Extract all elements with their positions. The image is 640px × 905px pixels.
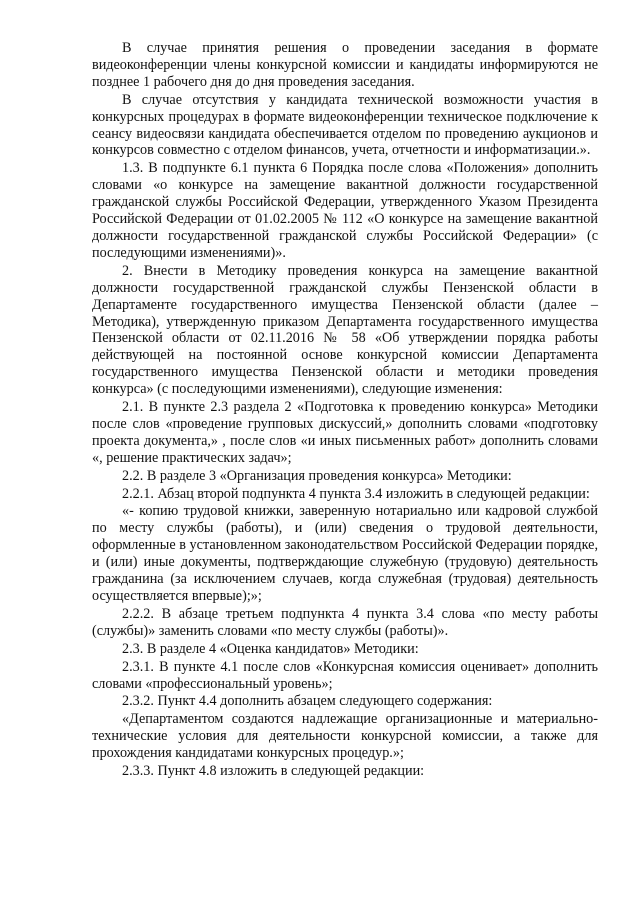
paragraph-14: 2.3.3. Пункт 4.8 изложить в следующей редакции: <box>122 763 425 780</box>
paragraph-7: 2.2.1. Абзац второй подпункта 4 пункта 3.4 изложить в следующей редакции: <box>122 485 590 502</box>
paragraph-1: В случае принятия решения о проведении заседания в формате видеоконференции члены конкурсной комиссии и кандидаты информируются не позднее 1 рабочего дня до дня проведения заседания. <box>92 40 598 90</box>
paragraph-11: 2.3.1. В пункте 4.1 после слов «Конкурсная комиссия оценивает» дополнить словами «профессиональный уровень»; <box>92 658 598 692</box>
paragraph-9: 2.2.2. В абзаце третьем подпункта 4 пункта 3.4 слова «по месту работы (службы)» заменить словами «по месту службы (работы)». <box>92 605 598 639</box>
paragraph-4: 2. Внести в Методику проведения конкурса на замещение вакантной должности государственной гражданской службы Пензенской области в Департаменте государственного имущества Пензенской области (далее – Методика), утвержденную приказом Департамента государственного имущества Пензенской области от 02.11.2016 № 58 «Об утверждении порядка работы действующей на постоянной основе конкурсной комиссии Департамента государственного имущества Пензенской области и методики проведения конкурса» (с последующими изменениями), следующие изменения: <box>92 262 598 398</box>
paragraph-8: «- копию трудовой книжки, заверенную нотариально или кадровой службой по месту службы (работы), и (или) сведения о трудовой деятельности, оформленные в установленном законодательством Российской Федерации порядке, и (или) иные документы, подтверждающие служебную (трудовую) деятельность гражданина (за исключением случаев, когда служебная (трудовая) деятельность осуществляется впервые);»; <box>92 503 598 604</box>
document-page <box>92 40 598 780</box>
paragraph-6: 2.2. В разделе 3 «Организация проведения конкурса» Методики: <box>122 467 512 484</box>
paragraph-3: 1.3. В подпункте 6.1 пункта 6 Порядка после слова «Положения» дополнить словами «о конкурсе на замещение вакантной должности государственной гражданской службы Российской Федерации, утвержденного Указом Президента Российской Федерации от 01.02.2005 № 112 «О конкурсе на замещение вакантной должности государственной гражданской службы Российской Федерации» (с последующими изменениями)». <box>92 160 598 261</box>
paragraph-10: 2.3. В разделе 4 «Оценка кандидатов» Методики: <box>122 640 419 657</box>
paragraph-13: «Департаментом создаются надлежащие организационные и материально-технические условия для деятельности конкурсной комиссии, а также для прохождения кандидатами конкурсных процедур.»; <box>92 711 598 762</box>
paragraph-5: 2.1. В пункте 2.3 раздела 2 «Подготовка к проведению конкурса» Методики после слов «проведение групповых дискуссий,» дополнить словами «подготовку проекта документа,» , после слов «и иных письменных работ» дополнить словами «, решение практических задач»; <box>92 399 598 466</box>
paragraph-12: 2.3.2. Пункт 4.4 дополнить абзацем следующего содержания: <box>122 693 493 710</box>
paragraph-2: В случае отсутствия у кандидата технической возможности участия в конкурсных процедурах в формате видеоконференции техническое подключение к сеансу видеосвязи кандидата обеспечивается отделом по проведению аукционов и конкурсов совместно с отделом финансов, учета, отчетности и информатизации.». <box>92 91 598 159</box>
